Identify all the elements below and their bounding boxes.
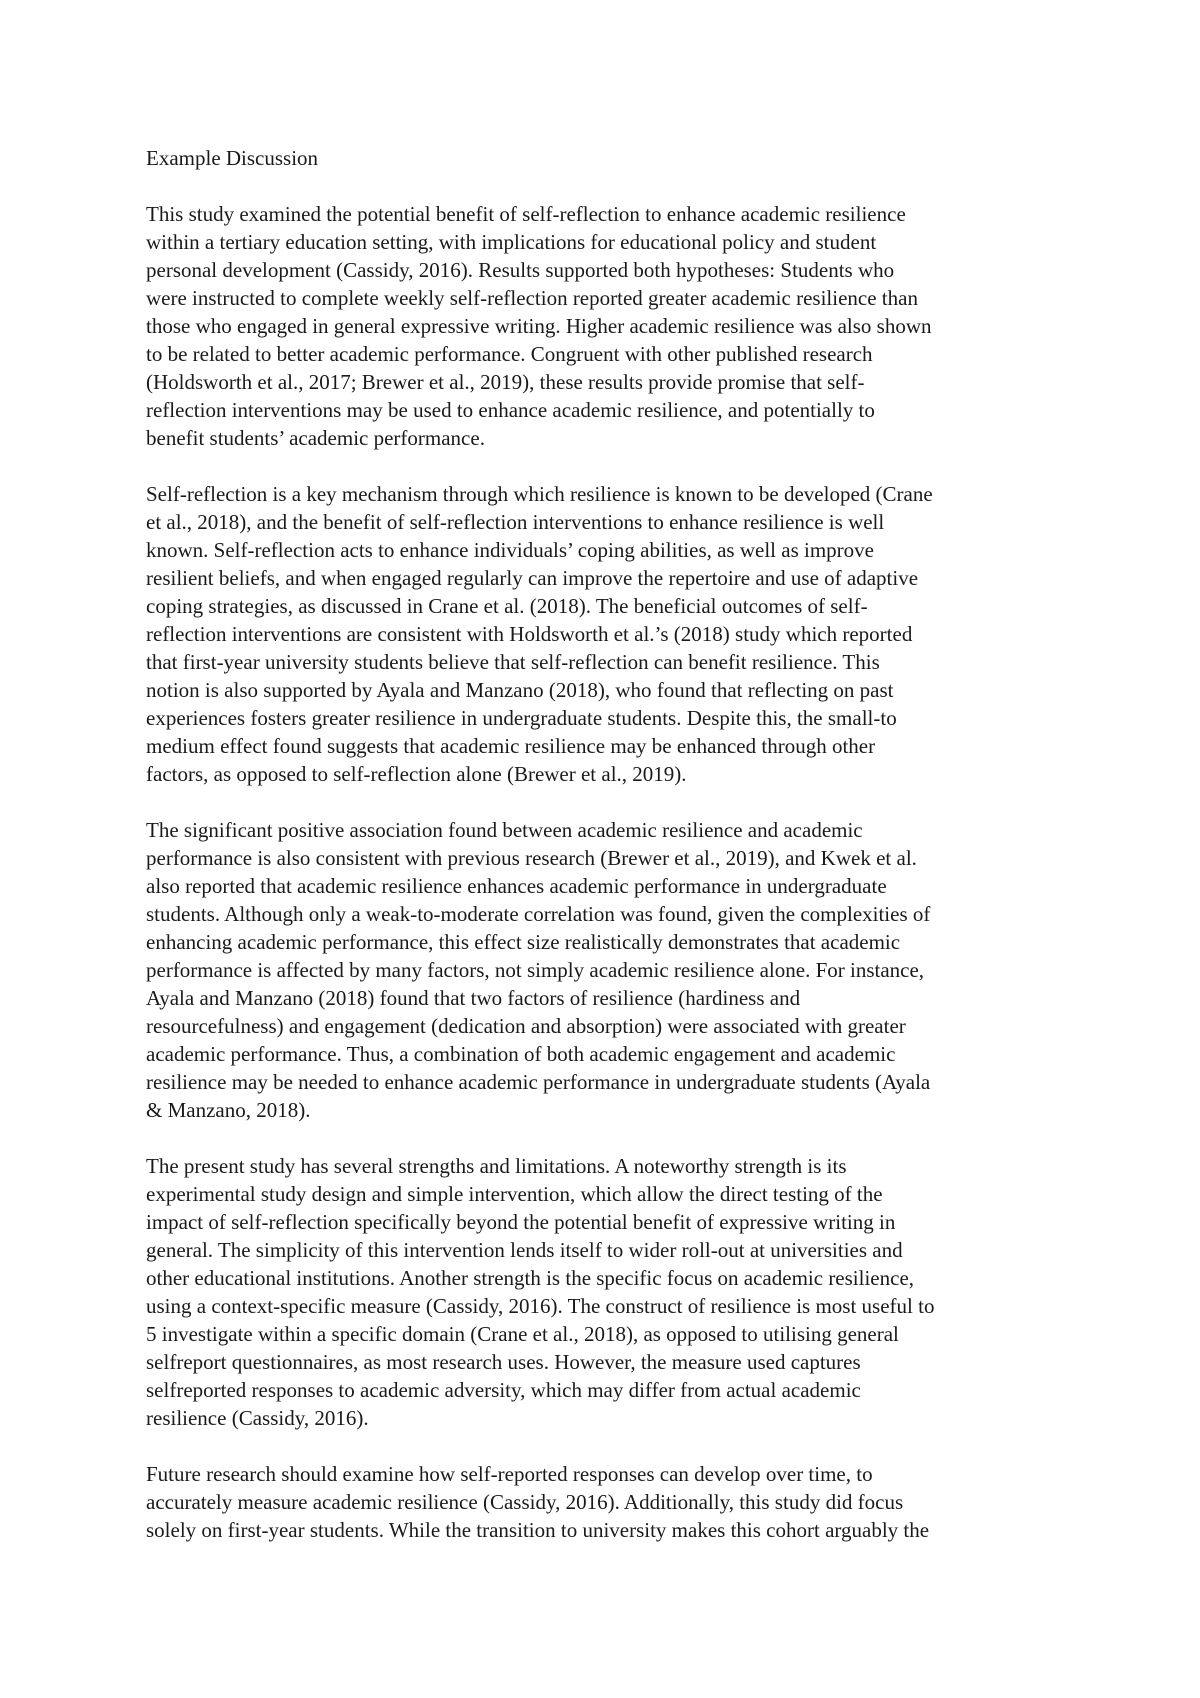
paragraph-line: & Manzano, 2018).	[146, 1098, 311, 1122]
paragraph-line: (Holdsworth et al., 2017; Brewer et al., 2019), these results provide promise that self-	[146, 370, 865, 394]
paragraph-line: those who engaged in general expressive writing. Higher academic resilience was also shown	[146, 314, 932, 338]
paragraph-line: also reported that academic resilience enhances academic performance in undergraduate	[146, 874, 887, 898]
paragraph-line: accurately measure academic resilience (Cassidy, 2016). Additionally, this study did focus	[146, 1490, 904, 1514]
paragraph-line: The present study has several strengths and limitations. A noteworthy strength is its	[146, 1154, 847, 1178]
paragraph-line: experimental study design and simple intervention, which allow the direct testing of the	[146, 1182, 883, 1206]
paragraph	[146, 200, 1076, 452]
paragraph-line: medium effect found suggests that academic resilience may be enhanced through other	[146, 734, 876, 758]
paragraph-line: using a context-specific measure (Cassidy, 2016). The construct of resilience is most useful to	[146, 1294, 935, 1318]
paragraph	[146, 480, 1076, 788]
paragraph-line: known. Self-reflection acts to enhance individuals’ coping abilities, as well as improve	[146, 538, 874, 562]
paragraph-line: resilience (Cassidy, 2016).	[146, 1406, 369, 1430]
paragraph-line: were instructed to complete weekly self-reflection reported greater academic resilience than	[146, 286, 918, 310]
paragraph-line: reflection interventions are consistent with Holdsworth et al.’s (2018) study which reported	[146, 622, 913, 646]
paragraph-line: Future research should examine how self-reported responses can develop over time, to	[146, 1462, 873, 1486]
paragraph-line: general. The simplicity of this intervention lends itself to wider roll-out at universities and	[146, 1238, 903, 1262]
paragraph-line: factors, as opposed to self-reflection alone (Brewer et al., 2019).	[146, 762, 687, 786]
paragraph-line: selfreport questionnaires, as most research uses. However, the measure used captures	[146, 1350, 861, 1374]
paragraph-line: personal development (Cassidy, 2016). Results supported both hypotheses: Students who	[146, 258, 895, 282]
paragraph-line: that first-year university students believe that self-reflection can benefit resilience. This	[146, 650, 880, 674]
paragraph	[146, 1152, 1076, 1432]
paragraph-line: performance is affected by many factors, not simply academic resilience alone. For instance,	[146, 958, 925, 982]
paragraph	[146, 816, 1076, 1124]
paragraph-line: notion is also supported by Ayala and Manzano (2018), who found that reflecting on past	[146, 678, 894, 702]
paragraph-line: other educational institutions. Another strength is the specific focus on academic resilience,	[146, 1266, 915, 1290]
paragraph-line: impact of self-reflection specifically beyond the potential benefit of expressive writing in	[146, 1210, 896, 1234]
paragraph-line: resilience may be needed to enhance academic performance in undergraduate students (Ayala	[146, 1070, 931, 1094]
paragraph-line: 5 investigate within a specific domain (Crane et al., 2018), as opposed to utilising general	[146, 1322, 899, 1346]
paragraph-line: performance is also consistent with previous research (Brewer et al., 2019), and Kwek et al.	[146, 846, 917, 870]
paragraph-line: Self-reflection is a key mechanism through which resilience is known to be developed (Crane	[146, 482, 933, 506]
paragraph-line: resourcefulness) and engagement (dedication and absorption) were associated with greater	[146, 1014, 906, 1038]
paragraph-line: within a tertiary education setting, with implications for educational policy and student	[146, 230, 877, 254]
paragraph-list	[146, 200, 1076, 1544]
paragraph-line: students. Although only a weak-to-moderate correlation was found, given the complexities of	[146, 902, 931, 926]
paragraph-line: The significant positive association found between academic resilience and academic	[146, 818, 863, 842]
paragraph-line: coping strategies, as discussed in Crane et al. (2018). The beneficial outcomes of self-	[146, 594, 868, 618]
paragraph-line: experiences fosters greater resilience in undergraduate students. Despite this, the small-to	[146, 706, 897, 730]
paragraph-line: enhancing academic performance, this effect size realistically demonstrates that academic	[146, 930, 901, 954]
paragraph-line: solely on first-year students. While the transition to university makes this cohort arguably the	[146, 1518, 930, 1542]
paragraph-line: to be related to better academic performance. Congruent with other published research	[146, 342, 873, 366]
paragraph-line: selfreported responses to academic adversity, which may differ from actual academic	[146, 1378, 861, 1402]
paragraph-line: resilient beliefs, and when engaged regularly can improve the repertoire and use of adaptive	[146, 566, 919, 590]
document-body	[146, 144, 1076, 1572]
paragraph-line: reflection interventions may be used to enhance academic resilience, and potentially to	[146, 398, 875, 422]
paragraph-line: Ayala and Manzano (2018) found that two factors of resilience (hardiness and	[146, 986, 801, 1010]
paragraph	[146, 1460, 1076, 1544]
paragraph-line: benefit students’ academic performance.	[146, 426, 485, 450]
paragraph-line: academic performance. Thus, a combination of both academic engagement and academic	[146, 1042, 896, 1066]
paragraph-line: et al., 2018), and the benefit of self-reflection interventions to enhance resilience is well	[146, 510, 885, 534]
paragraph-line: This study examined the potential benefit of self-reflection to enhance academic resilience	[146, 202, 906, 226]
document-title: Example Discussion	[146, 146, 319, 170]
